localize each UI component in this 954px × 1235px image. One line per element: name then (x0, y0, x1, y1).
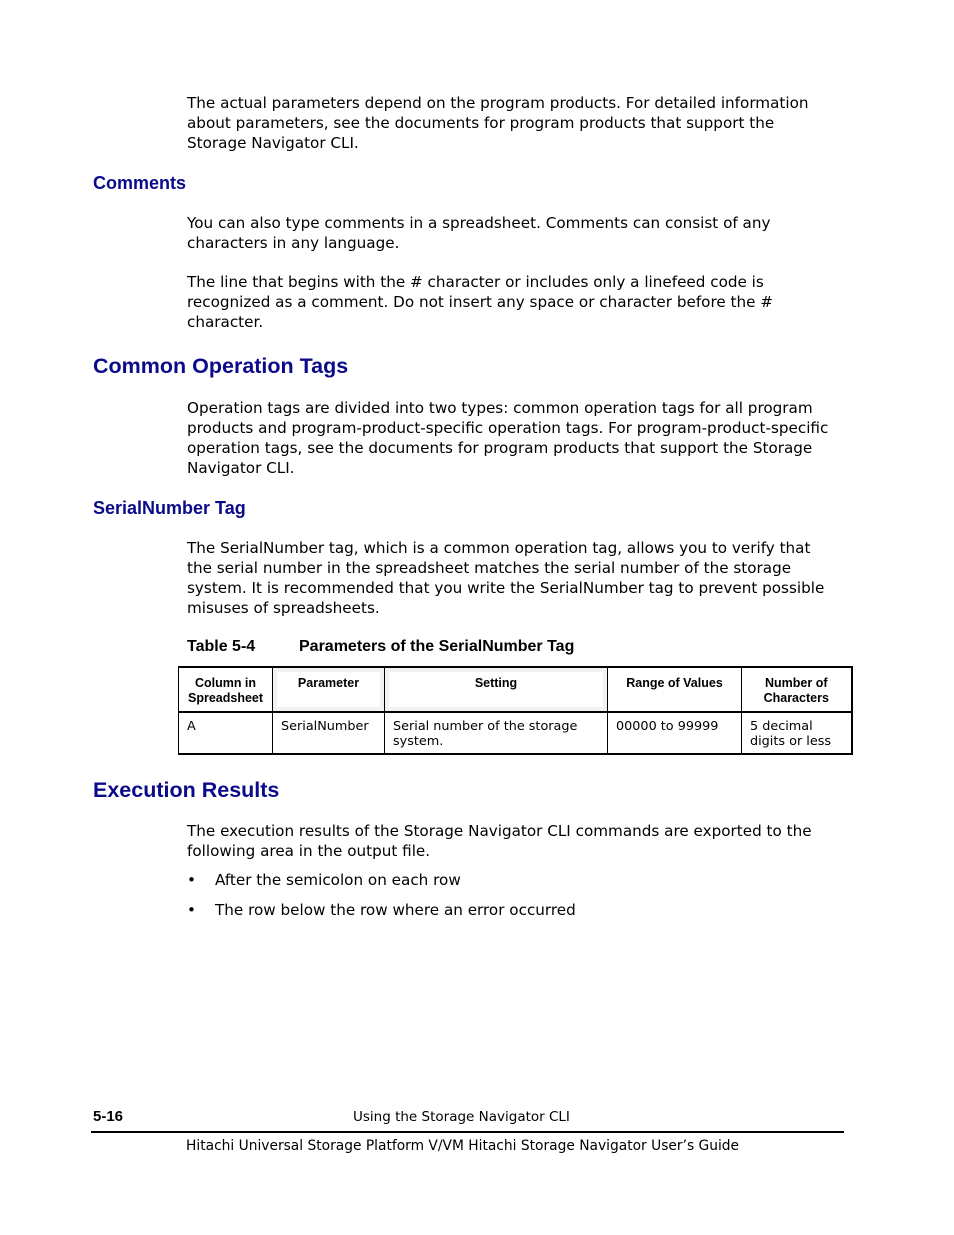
list-item-text: After the semicolon on each row (215, 871, 461, 889)
header-setting: Setting (385, 667, 608, 712)
footer-divider (91, 1131, 844, 1133)
header-range-of-values: Range of Values (608, 667, 742, 712)
header-number-of-characters: Number of Characters (742, 667, 852, 712)
common-operation-tags-paragraph: Operation tags are divided into two types: common operation tags for all program products and program-product-specific operation tags. For program-product-specific operation tags, see the documents for program products that support the Storage Navigator CLI. (187, 399, 829, 477)
intro-paragraph: The actual parameters depend on the program products. For detailed information about parameters, see the documents for program products that support the Storage Navigator CLI. (187, 94, 809, 152)
footer-page-number: 5-16 (93, 1108, 124, 1125)
footer-chapter-title: Using the Storage Navigator CLI (353, 1109, 570, 1125)
list-item (187, 870, 576, 900)
execution-results-paragraph: The execution results of the Storage Navigator CLI commands are exported to the following area in the output file. (187, 822, 812, 860)
serialnumber-tag-heading: SerialNumber Tag (93, 498, 246, 518)
execution-results-heading: Execution Results (93, 778, 280, 802)
common-operation-tags-heading: Common Operation Tags (93, 354, 349, 378)
execution-results-list (187, 870, 576, 930)
bullet-icon: • (187, 871, 196, 889)
cell-setting: Serial number of the storage system. (385, 712, 608, 754)
table-caption-title: Parameters of the SerialNumber Tag (299, 638, 575, 655)
footer-guide-title: Hitachi Universal Storage Platform V/VM Hitachi Storage Navigator User’s Guide (186, 1138, 740, 1154)
comments-paragraph-2: The line that begins with the # character or includes only a linefeed code is recognized as a comment. Do not insert any space or character before the # character. (187, 273, 774, 331)
header-column-in-spreadsheet: Column in Spreadsheet (179, 667, 273, 712)
cell-range: 00000 to 99999 (608, 712, 742, 754)
table-caption (187, 636, 574, 658)
cell-parameter: SerialNumber (273, 712, 385, 754)
table-caption-number: Table 5-4 (187, 638, 256, 655)
table-row (179, 712, 852, 754)
serialnumber-tag-paragraph: The SerialNumber tag, which is a common operation tag, allows you to verify that the serial number in the spreadsheet matches the serial number of the storage system. It is recommended that you write the SerialNumber tag to prevent possible misuses of spreadsheets. (187, 539, 825, 617)
list-item-text: The row below the row where an error occurred (215, 901, 576, 919)
table-header-row (179, 667, 852, 712)
parameters-table (178, 666, 853, 755)
comments-paragraph-1: You can also type comments in a spreadsheet. Comments can consist of any characters in any language. (187, 214, 771, 252)
comments-heading: Comments (93, 173, 187, 193)
cell-characters: 5 decimal digits or less (742, 712, 852, 754)
header-parameter: Parameter (273, 667, 385, 712)
list-item (187, 900, 576, 930)
bullet-icon: • (187, 901, 196, 919)
cell-column: A (179, 712, 273, 754)
